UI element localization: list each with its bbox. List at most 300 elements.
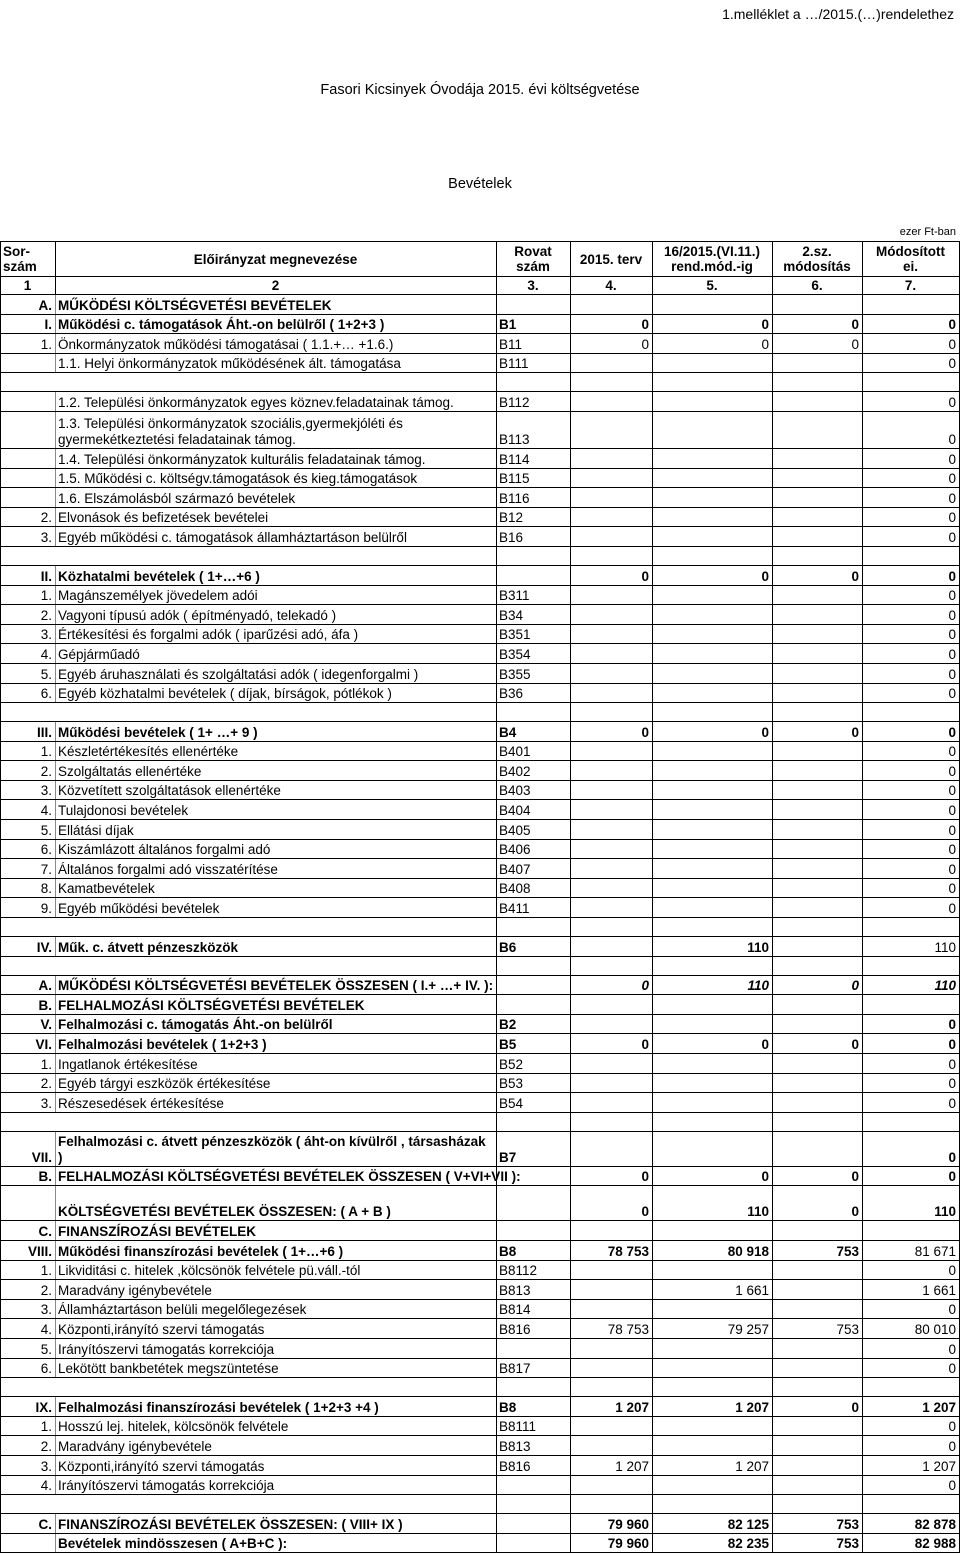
- row-rovat-code: [497, 703, 571, 722]
- row-rovat-code: B408: [497, 878, 571, 898]
- value-plan: [571, 1495, 653, 1514]
- row-code: [1, 1112, 56, 1131]
- value-plan: 0: [571, 1186, 653, 1221]
- value-plan: 0: [571, 314, 653, 334]
- value-modified: [863, 295, 960, 315]
- row-rovat-code: B111: [497, 353, 571, 373]
- row-code: 7.: [1, 859, 56, 879]
- value-plan: [571, 411, 653, 448]
- value-amended: 79 257: [653, 1319, 773, 1339]
- value-modification: [773, 1260, 863, 1280]
- value-amended: [653, 507, 773, 527]
- value-modification: [773, 859, 863, 879]
- value-amended: [653, 898, 773, 918]
- value-modified: 0: [863, 488, 960, 508]
- value-modification: [773, 488, 863, 508]
- value-modified: 0: [863, 392, 960, 412]
- table-row: [1, 800, 960, 820]
- value-modified: 0: [863, 1131, 960, 1166]
- value-plan: [571, 1436, 653, 1456]
- value-modified: 81 671: [863, 1240, 960, 1260]
- header-description: Előirányzat megnevezése: [56, 242, 497, 277]
- row-description: [56, 1112, 497, 1131]
- row-description: 1.4. Települési önkormányzatok kulturális feladatainak támog.: [56, 448, 497, 468]
- row-description: FINANSZÍROZÁSI BEVÉTELEK ÖSSZESEN: ( VIII+ IX ): [56, 1514, 497, 1534]
- value-amended: [653, 1495, 773, 1514]
- row-rovat-code: B34: [497, 605, 571, 625]
- value-plan: [571, 1416, 653, 1436]
- value-modification: [773, 1112, 863, 1131]
- table-row: [1, 722, 960, 742]
- value-modified: 110: [863, 975, 960, 995]
- row-description: Központi,irányító szervi támogatás: [56, 1455, 497, 1475]
- value-amended: [653, 1378, 773, 1397]
- value-modification: [773, 1073, 863, 1093]
- row-description: Értékesítési és forgalmi adók ( iparűzési adó, áfa ): [56, 624, 497, 644]
- row-code: IV.: [1, 937, 56, 957]
- header-modified: Módosított ei.: [863, 242, 960, 277]
- row-rovat-code: [497, 975, 571, 995]
- row-rovat-code: [497, 1514, 571, 1534]
- table-row: [1, 527, 960, 547]
- value-plan: [571, 468, 653, 488]
- value-plan: [571, 1112, 653, 1131]
- row-code: 2.: [1, 1436, 56, 1456]
- row-description: Működési bevételek ( 1+ …+ 9 ): [56, 722, 497, 742]
- spacer-row: [1, 703, 960, 722]
- row-description: Ingatlanok értékesítése: [56, 1054, 497, 1074]
- value-amended: [653, 353, 773, 373]
- spacer-row: [1, 918, 960, 937]
- row-rovat-code: [497, 1186, 571, 1221]
- row-code: 1.: [1, 585, 56, 605]
- value-modification: [773, 898, 863, 918]
- value-modified: 0: [863, 1260, 960, 1280]
- value-modified: 0: [863, 1073, 960, 1093]
- row-code: II.: [1, 565, 56, 585]
- table-row: [1, 995, 960, 1015]
- row-code: 3.: [1, 1093, 56, 1113]
- value-amended: [653, 1131, 773, 1166]
- row-description: Irányítószervi támogatás korrekciója: [56, 1338, 497, 1358]
- row-rovat-code: B816: [497, 1455, 571, 1475]
- value-modified: 0: [863, 624, 960, 644]
- row-description: FINANSZÍROZÁSI BEVÉTELEK: [56, 1221, 497, 1241]
- value-amended: [653, 546, 773, 565]
- row-description: Felhalmozási c. átvett pénzeszközök ( áht-on kívülről , társasházak ): [56, 1131, 497, 1166]
- row-code: 4.: [1, 800, 56, 820]
- value-amended: [653, 1475, 773, 1495]
- row-description: FELHALMOZÁSI KÖLTSÉGVETÉSI BEVÉTELEK: [56, 995, 497, 1015]
- value-modification: 0: [773, 334, 863, 354]
- row-code: 3.: [1, 624, 56, 644]
- value-plan: [571, 995, 653, 1015]
- row-rovat-code: B406: [497, 839, 571, 859]
- table-row: [1, 839, 960, 859]
- value-modification: [773, 1014, 863, 1034]
- row-code: [1, 1495, 56, 1514]
- row-code: [1, 373, 56, 392]
- row-description: Egyéb tárgyi eszközök értékesítése: [56, 1073, 497, 1093]
- value-plan: [571, 1299, 653, 1319]
- row-code: [1, 1533, 56, 1553]
- row-code: 2.: [1, 507, 56, 527]
- value-amended: [653, 859, 773, 879]
- row-rovat-code: B816: [497, 1319, 571, 1339]
- row-description: [56, 546, 497, 565]
- spacer-row: [1, 956, 960, 975]
- value-amended: [653, 956, 773, 975]
- table-row: [1, 1221, 960, 1241]
- row-rovat-code: B8: [497, 1240, 571, 1260]
- value-plan: 0: [571, 1034, 653, 1054]
- row-code: 2.: [1, 1073, 56, 1093]
- value-plan: 1 207: [571, 1397, 653, 1417]
- value-modified: [863, 1495, 960, 1514]
- row-description: Részesedések értékesítése: [56, 1093, 497, 1113]
- header-amended: 16/2015.(VI.11.) rend.mód.-ig: [653, 242, 773, 277]
- row-description: Kiszámlázott általános forgalmi adó: [56, 839, 497, 859]
- value-modified: 0: [863, 605, 960, 625]
- value-plan: 78 753: [571, 1319, 653, 1339]
- row-description: Államháztartáson belüli megelőlegezések: [56, 1299, 497, 1319]
- row-rovat-code: B351: [497, 624, 571, 644]
- section-subtitle: Bevételek: [448, 176, 512, 192]
- value-amended: [653, 703, 773, 722]
- table-row: [1, 1093, 960, 1113]
- value-modified: 0: [863, 411, 960, 448]
- value-modification: [773, 605, 863, 625]
- table-row: [1, 1014, 960, 1034]
- row-code: 6.: [1, 1358, 56, 1378]
- row-description: Egyéb áruhasználati és szolgáltatási adók ( idegenforgalmi ): [56, 663, 497, 683]
- row-description: [56, 703, 497, 722]
- row-code: [1, 448, 56, 468]
- row-description: 1.6. Elszámolásból származó bevételek: [56, 488, 497, 508]
- value-modification: [773, 820, 863, 840]
- value-modified: 0: [863, 334, 960, 354]
- value-plan: [571, 295, 653, 315]
- value-plan: [571, 780, 653, 800]
- value-modification: [773, 1093, 863, 1113]
- table-row: [1, 1436, 960, 1456]
- column-number: 6.: [773, 277, 863, 295]
- value-amended: [653, 1338, 773, 1358]
- value-modification: [773, 761, 863, 781]
- value-amended: [653, 527, 773, 547]
- row-rovat-code: B813: [497, 1436, 571, 1456]
- row-code: 3.: [1, 527, 56, 547]
- row-rovat-code: B8: [497, 1397, 571, 1417]
- table-row: [1, 1054, 960, 1074]
- value-plan: [571, 1358, 653, 1378]
- value-modified: 0: [863, 683, 960, 703]
- value-plan: [571, 373, 653, 392]
- row-description: Ellátási díjak: [56, 820, 497, 840]
- value-amended: [653, 1093, 773, 1113]
- row-code: 3.: [1, 1455, 56, 1475]
- row-code: [1, 956, 56, 975]
- row-rovat-code: [497, 1221, 571, 1241]
- row-code: VII.: [1, 1131, 56, 1166]
- row-description: Gépjárműadó: [56, 644, 497, 664]
- value-modified: 0: [863, 353, 960, 373]
- value-plan: [571, 663, 653, 683]
- row-rovat-code: [497, 1378, 571, 1397]
- table-row: [1, 1186, 960, 1221]
- value-amended: [653, 780, 773, 800]
- table-row: [1, 624, 960, 644]
- row-code: 5.: [1, 663, 56, 683]
- value-amended: [653, 761, 773, 781]
- row-rovat-code: B404: [497, 800, 571, 820]
- row-rovat-code: B113: [497, 411, 571, 448]
- value-modification: [773, 527, 863, 547]
- row-code: [1, 353, 56, 373]
- value-modification: [773, 918, 863, 937]
- row-description: [56, 373, 497, 392]
- table-row: [1, 1240, 960, 1260]
- row-description: Egyéb működési bevételek: [56, 898, 497, 918]
- table-row: [1, 1131, 960, 1166]
- row-description: Általános forgalmi adó visszatérítése: [56, 859, 497, 879]
- value-amended: 110: [653, 975, 773, 995]
- value-plan: 0: [571, 565, 653, 585]
- row-rovat-code: B54: [497, 1093, 571, 1113]
- row-rovat-code: [497, 546, 571, 565]
- table-row: [1, 975, 960, 995]
- value-modification: [773, 353, 863, 373]
- value-amended: [653, 605, 773, 625]
- value-modification: 753: [773, 1319, 863, 1339]
- value-modified: 110: [863, 937, 960, 957]
- value-modified: 0: [863, 314, 960, 334]
- value-amended: [653, 878, 773, 898]
- value-plan: [571, 878, 653, 898]
- value-amended: [653, 1436, 773, 1456]
- value-plan: [571, 683, 653, 703]
- value-modification: [773, 1475, 863, 1495]
- value-amended: 0: [653, 565, 773, 585]
- value-amended: [653, 392, 773, 412]
- table-row: [1, 820, 960, 840]
- value-modification: [773, 546, 863, 565]
- column-number: 5.: [653, 277, 773, 295]
- row-description: Irányítószervi támogatás korrekciója: [56, 1475, 497, 1495]
- value-modification: [773, 448, 863, 468]
- row-code: [1, 1378, 56, 1397]
- value-plan: [571, 898, 653, 918]
- row-code: 4.: [1, 1475, 56, 1495]
- value-modification: 753: [773, 1514, 863, 1534]
- row-description: Felhalmozási bevételek ( 1+2+3 ): [56, 1034, 497, 1054]
- value-plan: 1 207: [571, 1455, 653, 1475]
- value-amended: [653, 741, 773, 761]
- row-rovat-code: [497, 1533, 571, 1553]
- spacer-row: [1, 546, 960, 565]
- row-rovat-code: B114: [497, 448, 571, 468]
- value-plan: [571, 839, 653, 859]
- row-rovat-code: B8111: [497, 1416, 571, 1436]
- row-rovat-code: B355: [497, 663, 571, 683]
- row-code: [1, 392, 56, 412]
- row-code: 9.: [1, 898, 56, 918]
- row-code: V.: [1, 1014, 56, 1034]
- row-rovat-code: [497, 1495, 571, 1514]
- value-modified: 0: [863, 839, 960, 859]
- unit-label: ezer Ft-ban: [899, 226, 956, 238]
- value-modified: 0: [863, 1166, 960, 1186]
- table-row: [1, 1280, 960, 1300]
- row-code: 6.: [1, 683, 56, 703]
- row-code: [1, 918, 56, 937]
- value-modified: 0: [863, 448, 960, 468]
- value-modified: [863, 918, 960, 937]
- value-modification: [773, 373, 863, 392]
- column-number-row: [1, 277, 960, 295]
- row-description: Közvetített szolgáltatások ellenértéke: [56, 780, 497, 800]
- value-modification: 753: [773, 1240, 863, 1260]
- row-description: Lekötött bankbetétek megszüntetése: [56, 1358, 497, 1378]
- row-rovat-code: B1: [497, 314, 571, 334]
- value-amended: [653, 1112, 773, 1131]
- row-rovat-code: B4: [497, 722, 571, 742]
- row-description: Szolgáltatás ellenértéke: [56, 761, 497, 781]
- value-modification: [773, 995, 863, 1015]
- value-modification: [773, 1378, 863, 1397]
- value-plan: 0: [571, 722, 653, 742]
- row-rovat-code: B403: [497, 780, 571, 800]
- table-row: [1, 1514, 960, 1534]
- row-rovat-code: B407: [497, 859, 571, 879]
- header-plan: 2015. terv: [571, 242, 653, 277]
- value-amended: [653, 800, 773, 820]
- row-description: Felhalmozási finanszírozási bevételek ( 1+2+3 +4 ): [56, 1397, 497, 1417]
- value-modified: [863, 703, 960, 722]
- value-plan: [571, 703, 653, 722]
- annex-reference: 1.melléklet a …/2015.(…)rendelethez: [722, 6, 954, 22]
- row-code: [1, 546, 56, 565]
- row-description: Magánszemélyek jövedelem adói: [56, 585, 497, 605]
- value-modified: [863, 373, 960, 392]
- table-row: [1, 605, 960, 625]
- table-row: [1, 859, 960, 879]
- row-description: Egyéb működési c. támogatások államháztartáson belülről: [56, 527, 497, 547]
- row-rovat-code: B11: [497, 334, 571, 354]
- row-rovat-code: B2: [497, 1014, 571, 1034]
- value-plan: 0: [571, 1166, 653, 1186]
- table-row: [1, 565, 960, 585]
- row-description: Kamatbevételek: [56, 878, 497, 898]
- value-modification: [773, 741, 863, 761]
- row-code: [1, 468, 56, 488]
- table-row: [1, 1319, 960, 1339]
- row-description: Elvonások és befizetések bevételei: [56, 507, 497, 527]
- value-plan: [571, 1338, 653, 1358]
- row-code: 4.: [1, 644, 56, 664]
- value-plan: [571, 644, 653, 664]
- value-modified: 0: [863, 780, 960, 800]
- row-rovat-code: B52: [497, 1054, 571, 1074]
- value-plan: [571, 761, 653, 781]
- row-rovat-code: B814: [497, 1299, 571, 1319]
- value-modification: [773, 1338, 863, 1358]
- table-row: [1, 585, 960, 605]
- value-amended: [653, 624, 773, 644]
- table-row: [1, 314, 960, 334]
- value-modification: [773, 295, 863, 315]
- header-sorszam: Sor- szám: [1, 242, 56, 277]
- column-number: 4.: [571, 277, 653, 295]
- row-code: 1.: [1, 1054, 56, 1074]
- row-description: Önkormányzatok működési támogatásai ( 1.1.+… +1.6.): [56, 334, 497, 354]
- row-code: A.: [1, 975, 56, 995]
- table-row: [1, 411, 960, 448]
- value-modified: 0: [863, 1093, 960, 1113]
- value-amended: [653, 1260, 773, 1280]
- spacer-row: [1, 373, 960, 392]
- row-code: A.: [1, 295, 56, 315]
- row-description: KÖLTSÉGVETÉSI BEVÉTELEK ÖSSZESEN: ( A + B ): [56, 1186, 497, 1221]
- row-code: 2.: [1, 605, 56, 625]
- value-plan: [571, 546, 653, 565]
- value-plan: [571, 859, 653, 879]
- row-description: Maradvány igénybevétele: [56, 1436, 497, 1456]
- table-row: [1, 878, 960, 898]
- table-row: [1, 1073, 960, 1093]
- row-rovat-code: B53: [497, 1073, 571, 1093]
- row-rovat-code: [497, 1338, 571, 1358]
- value-modification: [773, 683, 863, 703]
- column-number: 7.: [863, 277, 960, 295]
- value-modification: 0: [773, 975, 863, 995]
- value-amended: [653, 644, 773, 664]
- row-description: [56, 918, 497, 937]
- value-plan: [571, 800, 653, 820]
- value-modification: [773, 1495, 863, 1514]
- column-number: 1: [1, 277, 56, 295]
- table-header: [1, 242, 960, 277]
- row-rovat-code: [497, 565, 571, 585]
- row-rovat-code: B5: [497, 1034, 571, 1054]
- row-code: VI.: [1, 1034, 56, 1054]
- value-amended: [653, 373, 773, 392]
- value-modified: 0: [863, 722, 960, 742]
- value-modified: 0: [863, 507, 960, 527]
- value-modification: [773, 1436, 863, 1456]
- row-description: Bevételek mindösszesen ( A+B+C ):: [56, 1533, 497, 1553]
- value-modified: 0: [863, 1054, 960, 1074]
- value-amended: [653, 411, 773, 448]
- value-modified: 0: [863, 1014, 960, 1034]
- value-modification: [773, 663, 863, 683]
- value-plan: [571, 605, 653, 625]
- value-plan: [571, 1054, 653, 1074]
- value-amended: 1 207: [653, 1397, 773, 1417]
- table-row: [1, 1034, 960, 1054]
- spacer-row: [1, 1495, 960, 1514]
- spacer-row: [1, 1112, 960, 1131]
- value-amended: [653, 918, 773, 937]
- row-code: [1, 411, 56, 448]
- row-rovat-code: B354: [497, 644, 571, 664]
- value-plan: [571, 1014, 653, 1034]
- value-amended: [653, 683, 773, 703]
- value-modified: 1 661: [863, 1280, 960, 1300]
- value-modification: [773, 956, 863, 975]
- table-row: [1, 644, 960, 664]
- row-description: 1.2. Települési önkormányzatok egyes köznev.feladatainak támog.: [56, 392, 497, 412]
